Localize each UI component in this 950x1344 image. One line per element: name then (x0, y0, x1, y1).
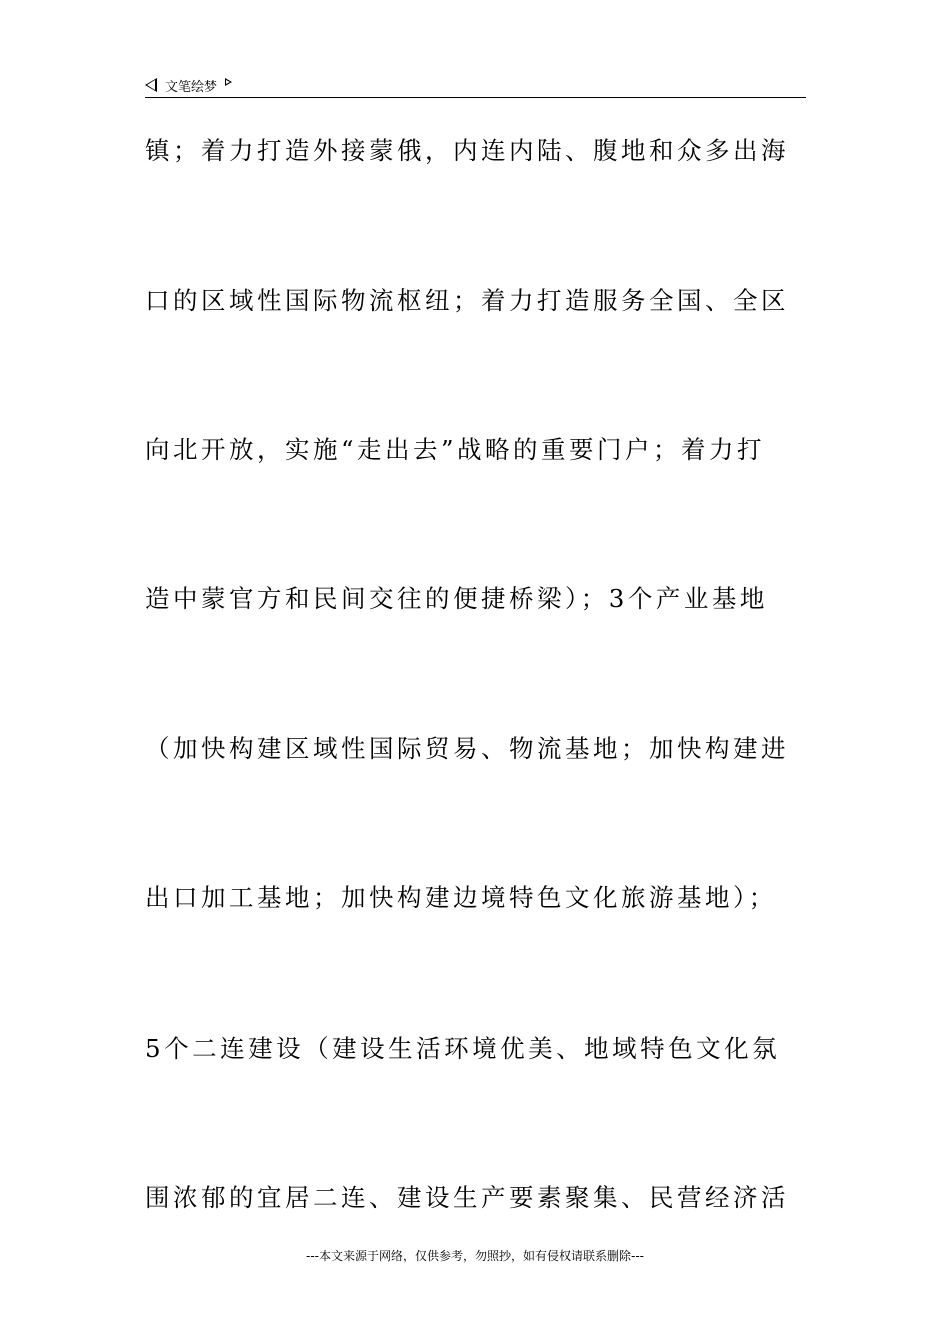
page-header (145, 74, 806, 96)
body-line: 镇；着力打造外接蒙俄，内连内陆、腹地和众多出海 (145, 136, 789, 165)
body-line: 围浓郁的宜居二连、建设生产要素聚集、民营经济活 (145, 1183, 789, 1212)
header-rule (145, 97, 806, 98)
body-line: 口的区域性国际物流枢纽；着力打造服务全国、全区 (145, 286, 789, 315)
body-line: 出口加工基地；加快构建边境特色文化旅游基地）； (145, 883, 777, 912)
footer-disclaimer: ---本文来源于网络，仅供参考，勿照抄，如有侵权请联系删除--- (306, 1249, 644, 1263)
body-line: 造中蒙官方和民间交往的便捷桥梁）；3个产业基地 (145, 584, 768, 613)
left-triangle-icon (145, 78, 157, 92)
header-brand: 文笔绘梦 (165, 79, 218, 95)
body-line: 5个二连建设（建设生活环境优美、地域特色文化氛 (145, 1034, 781, 1063)
right-triangle-icon (225, 78, 232, 86)
body-line: 向北开放，实施“走出去”战略的重要门户；着力打 (145, 435, 766, 464)
body-line: （加快构建区域性国际贸易、物流基地；加快构建进 (145, 734, 789, 763)
